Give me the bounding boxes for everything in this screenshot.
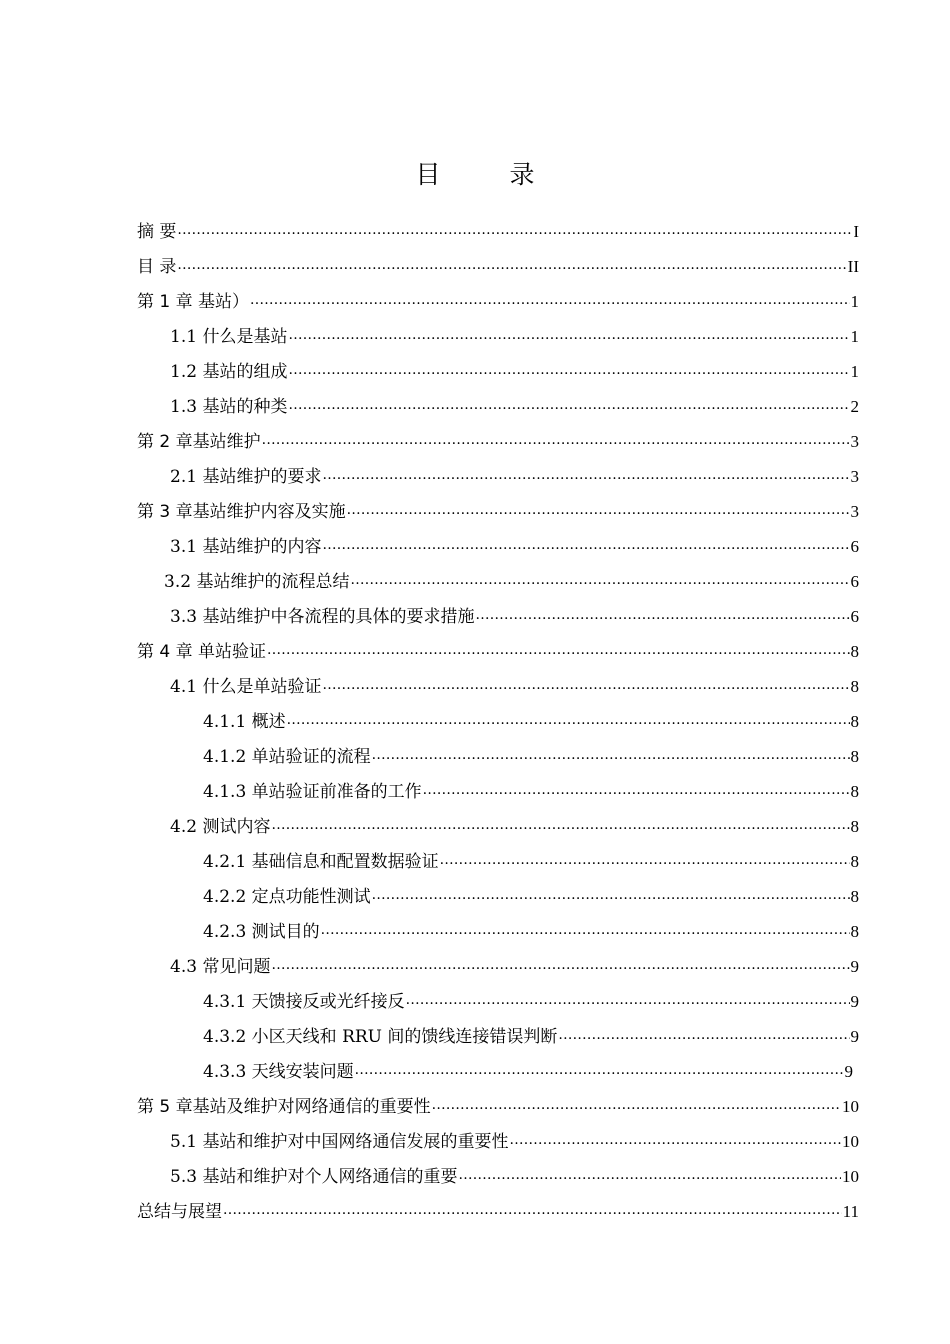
toc-entry-label: 4.1.3 单站验证前准备的工作: [203, 782, 422, 802]
toc-entry-page-number: 3: [850, 502, 859, 521]
toc-entry-label: 4.1.2 单站验证的流程: [203, 747, 371, 767]
toc-entry-page-number: 8: [850, 852, 859, 871]
toc-dot-leader: [475, 604, 849, 622]
toc-entry-label: 4.2.2 定点功能性测试: [203, 887, 371, 907]
toc-entry-page-number: 10: [842, 1167, 859, 1186]
toc-entry[interactable]: [137, 778, 859, 813]
toc-entry[interactable]: [137, 1128, 859, 1163]
toc-dot-leader: [177, 219, 852, 237]
toc-dot-leader: [406, 989, 850, 1007]
toc-entry[interactable]: [137, 1198, 859, 1233]
toc-entry-label: 2.1 基站维护的要求: [170, 467, 322, 487]
toc-entry[interactable]: [137, 253, 859, 288]
toc-entry-label: 1.1 什么是基站: [170, 327, 288, 347]
toc-entry-label: 第 4 章 单站验证: [137, 642, 267, 662]
toc-entry-page-number: 9: [844, 1062, 853, 1081]
toc-entry-page-number: I: [853, 222, 859, 241]
toc-entry-label: 4.2.3 测试目的: [203, 922, 320, 942]
toc-dot-leader: [355, 1059, 844, 1077]
toc-entry-label: 第 3 章基站维护内容及实施: [137, 502, 346, 522]
toc-entry-page-number: 8: [850, 677, 859, 696]
toc-entry-label: 目 录: [137, 257, 177, 277]
toc-dot-leader: [287, 709, 850, 727]
toc-dot-leader: [250, 289, 849, 307]
toc-dot-leader: [432, 1094, 841, 1112]
toc-entry-page-number: 8: [850, 642, 859, 661]
toc-dot-leader: [271, 814, 849, 832]
toc-entry-page-number: 8: [850, 887, 859, 906]
toc-dot-leader: [372, 744, 850, 762]
toc-entry-label: 4.3.2 小区天线和 RRU 间的馈线连接错误判断: [203, 1027, 558, 1047]
toc-entry[interactable]: [137, 288, 859, 323]
toc-entry[interactable]: [137, 1093, 859, 1128]
toc-entry[interactable]: [137, 323, 859, 358]
toc-entry-label: 5.3 基站和维护对个人网络通信的重要: [170, 1167, 458, 1187]
page-title: 目 录: [415, 160, 557, 189]
toc-entry[interactable]: [137, 1163, 859, 1198]
toc-entry-page-number: II: [847, 257, 859, 276]
toc-dot-leader: [558, 1024, 849, 1042]
toc-entry[interactable]: [137, 708, 859, 743]
toc-entry-page-number: 6: [850, 537, 859, 556]
toc-entry-label: 4.3.1 天馈接反或光纤接反: [203, 992, 405, 1012]
toc-entry-label: 5.1 基站和维护对中国网络通信发展的重要性: [170, 1132, 509, 1152]
toc-dot-leader: [372, 884, 850, 902]
toc-entry-label: 第 2 章基站维护: [137, 432, 261, 452]
toc-entry-label: 1.2 基站的组成: [170, 362, 288, 382]
toc-entry-page-number: 8: [850, 782, 859, 801]
toc-entry-label: 摘 要: [137, 222, 177, 242]
toc-entry[interactable]: [137, 393, 859, 428]
toc-dot-leader: [350, 569, 849, 587]
table-of-contents: [137, 218, 859, 1233]
toc-entry-label: 4.2 测试内容: [170, 817, 271, 837]
toc-entry-label: 第 1 章 基站）: [137, 292, 250, 312]
toc-dot-leader: [458, 1164, 841, 1182]
toc-entry-page-number: 3: [850, 467, 859, 486]
toc-entry-label: 4.1 什么是单站验证: [170, 677, 322, 697]
toc-entry-page-number: 8: [850, 712, 859, 731]
toc-dot-leader: [288, 324, 849, 342]
toc-entry[interactable]: [137, 1023, 859, 1058]
toc-dot-leader: [271, 954, 849, 972]
toc-entry-page-number: 10: [842, 1132, 859, 1151]
toc-entry-page-number: 9: [850, 992, 859, 1011]
toc-entry[interactable]: [137, 848, 859, 883]
toc-entry[interactable]: [137, 1058, 859, 1093]
toc-entry-label: 总结与展望: [137, 1202, 222, 1222]
toc-dot-leader: [288, 359, 849, 377]
toc-entry[interactable]: [137, 498, 859, 533]
toc-dot-leader: [262, 429, 850, 447]
toc-entry-label: 3.2 基站维护的流程总结: [164, 572, 350, 592]
toc-dot-leader: [223, 1199, 842, 1217]
toc-entry[interactable]: [137, 358, 859, 393]
toc-entry[interactable]: [137, 813, 859, 848]
toc-dot-leader: [322, 674, 849, 692]
toc-entry-page-number: 10: [842, 1097, 859, 1116]
toc-entry-label: 3.3 基站维护中各流程的具体的要求措施: [170, 607, 475, 627]
toc-entry-page-number: 1: [850, 327, 859, 346]
toc-entry-page-number: 1: [850, 362, 859, 381]
toc-entry[interactable]: [137, 988, 859, 1023]
toc-entry-label: 4.3.3 天线安装问题: [203, 1062, 354, 1082]
toc-entry-page-number: 9: [850, 957, 859, 976]
toc-entry-label: 1.3 基站的种类: [170, 397, 288, 417]
toc-entry-page-number: 9: [850, 1027, 859, 1046]
toc-dot-leader: [440, 849, 850, 867]
toc-entry-page-number: 2: [850, 397, 859, 416]
toc-entry[interactable]: [137, 428, 859, 463]
toc-entry-page-number: 11: [842, 1202, 859, 1221]
toc-entry[interactable]: [137, 218, 859, 253]
toc-dot-leader: [321, 919, 850, 937]
toc-entry[interactable]: [137, 463, 859, 498]
toc-entry-page-number: 8: [850, 747, 859, 766]
toc-dot-leader: [509, 1129, 841, 1147]
toc-entry[interactable]: [137, 918, 859, 953]
toc-entry-page-number: 8: [850, 922, 859, 941]
toc-entry[interactable]: [137, 533, 859, 568]
toc-entry[interactable]: [137, 883, 859, 918]
toc-entry-page-number: 6: [850, 572, 859, 591]
toc-dot-leader: [423, 779, 850, 797]
toc-dot-leader: [288, 394, 849, 412]
toc-dot-leader: [322, 464, 849, 482]
toc-dot-leader: [322, 534, 849, 552]
toc-dot-leader: [177, 254, 846, 272]
toc-entry-page-number: 6: [850, 607, 859, 626]
toc-entry-label: 第 5 章基站及维护对网络通信的重要性: [137, 1097, 431, 1117]
toc-entry[interactable]: [137, 603, 859, 638]
toc-entry-page-number: 3: [850, 432, 859, 451]
toc-entry[interactable]: [137, 673, 859, 708]
toc-entry-label: 3.1 基站维护的内容: [170, 537, 322, 557]
toc-dot-leader: [267, 639, 849, 657]
toc-entry-label: 4.3 常见问题: [170, 957, 271, 977]
toc-entry-page-number: 1: [850, 292, 859, 311]
toc-entry[interactable]: [137, 568, 859, 603]
toc-dot-leader: [347, 499, 850, 517]
toc-entry-label: 4.1.1 概述: [203, 712, 286, 732]
toc-entry[interactable]: [137, 638, 859, 673]
toc-entry-label: 4.2.1 基础信息和配置数据验证: [203, 852, 439, 872]
toc-entry[interactable]: [137, 953, 859, 988]
toc-entry[interactable]: [137, 743, 859, 778]
toc-entry-page-number: 8: [850, 817, 859, 836]
